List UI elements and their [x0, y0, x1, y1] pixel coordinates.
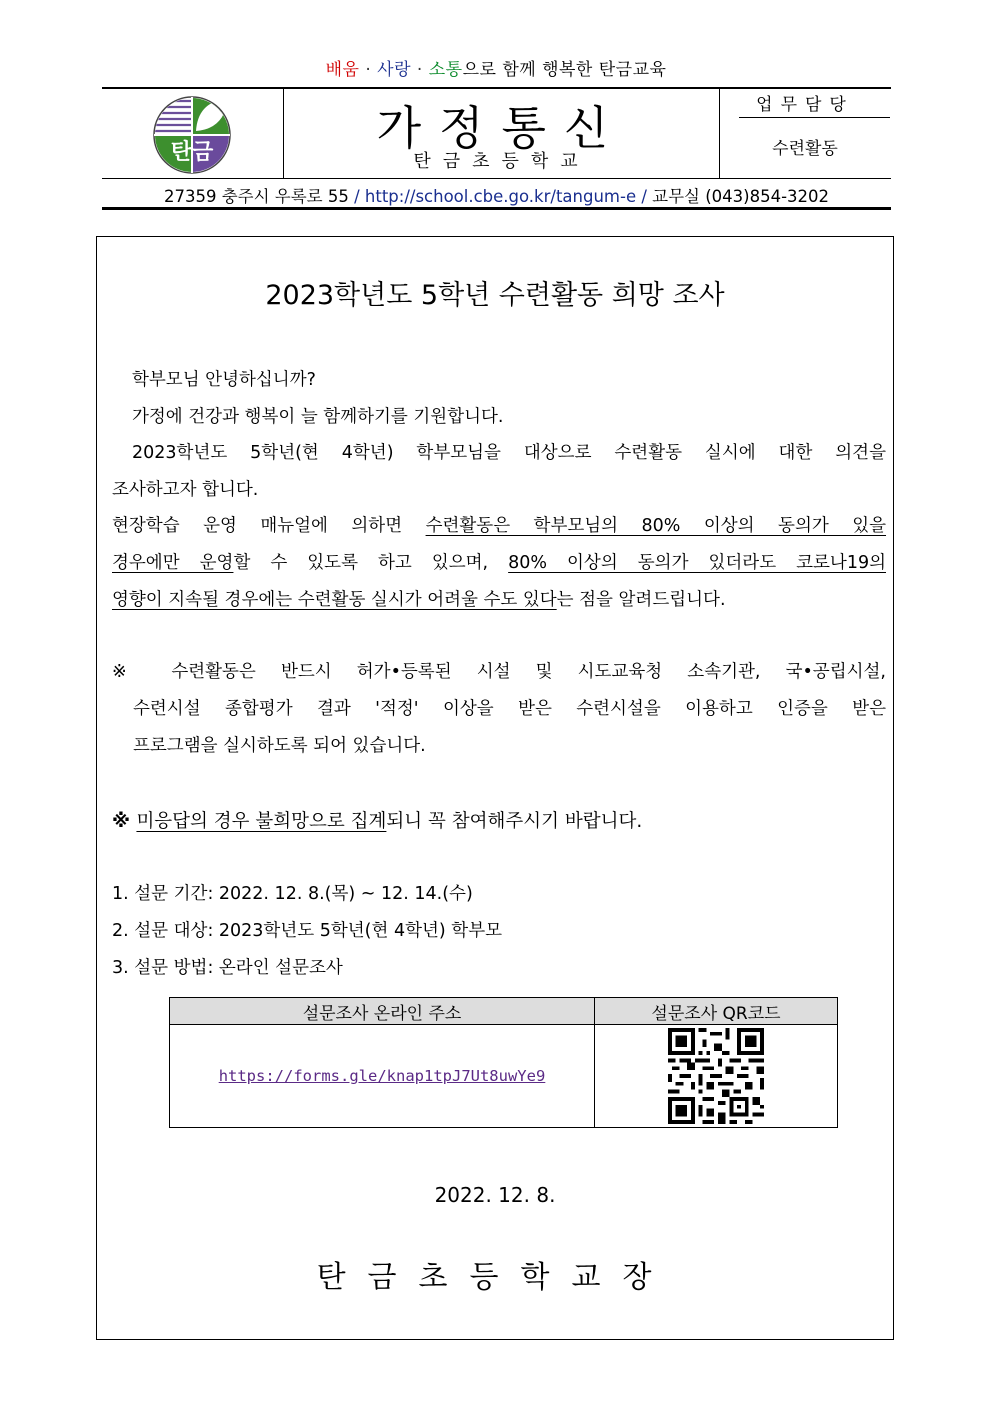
motto-word-learning: 배움	[325, 60, 360, 80]
notice-mark: ※	[112, 811, 137, 832]
address-separator: /	[354, 187, 360, 206]
newsletter-title: 가정통신	[376, 101, 627, 155]
manual-underline-2: 경우에만 운영	[112, 553, 234, 573]
address-line	[102, 183, 891, 207]
school-logo	[152, 95, 232, 175]
motto-rest: 으로 함께 행복한 탄금교육	[462, 60, 667, 80]
logo-text: 탄금	[170, 140, 214, 165]
manual-text: 할 수 있도록 하고 있으며,	[233, 553, 509, 573]
intro-line-2: 조사하고자 합니다.	[112, 480, 259, 500]
notice-underline: 미응답의 경우 불희망으로 집계	[136, 811, 387, 832]
phone: 교무실 (043)854-3202	[652, 187, 830, 206]
greeting-line-1: 학부모님 안녕하십니까?	[132, 370, 316, 390]
header-bottom-rule	[102, 207, 891, 210]
manual-paragraph-line-3	[112, 582, 886, 619]
motto-word-love: 사랑	[377, 60, 411, 80]
survey-item-method: 3. 설문 방법: 온라인 설문조사	[112, 958, 343, 978]
motto	[0, 55, 992, 80]
header-top-rule	[102, 87, 891, 89]
note-line-3: 프로그램을 실시하도록 되어 있습니다.	[133, 736, 426, 756]
address-separator: /	[641, 187, 647, 206]
note-line-2: 수련시설 종합평가 결과 '적정' 이상을 받은 수련시설을 이용하고 인증을 받은	[133, 699, 886, 719]
manual-paragraph	[112, 508, 886, 545]
motto-separator: ·	[411, 60, 429, 80]
manual-underline-4: 영향이 지속될 경우에는 수련활동 실시가 어려울 수도 있다	[112, 590, 557, 610]
manual-underline-1: 수련활동은 학부모님의 80% 이상의 동의가 있을	[425, 516, 887, 536]
notice-rest: 되니 꼭 참여해주시기 바랍니다.	[386, 811, 643, 832]
intro-line-1: 2023학년도 5학년(현 4학년) 학부모님을 대상으로 수련활동 실시에 대한 의견을	[132, 443, 886, 463]
dept-value: 수련활동	[772, 139, 838, 159]
survey-item-target: 2. 설문 대상: 2023학년도 5학년(현 4학년) 학부모	[112, 921, 503, 941]
principal-signature: 탄금초등학교장	[316, 1260, 674, 1295]
dept-label: 업무담당	[756, 95, 854, 115]
note-line-1: ※ 수련활동은 반드시 허가•등록된 시설 및 시도교육청 소속기관, 국•공립시설,	[112, 662, 886, 682]
survey-table	[169, 997, 838, 1128]
non-response-notice	[112, 803, 886, 840]
document-date: 2022. 12. 8.	[434, 1183, 556, 1207]
motto-word-communication: 소통	[428, 60, 463, 80]
greeting-line-2: 가정에 건강과 행복이 늘 함께하기를 기원합니다.	[132, 407, 504, 427]
header-address-rule	[102, 178, 891, 179]
qr-code-icon[interactable]	[668, 1028, 764, 1124]
motto-separator: ·	[359, 60, 378, 80]
manual-text: 는 점을 알려드립니다.	[556, 590, 726, 610]
manual-text: 현장학습 운영 매뉴얼에 의하면	[112, 516, 426, 536]
document-title: 2023학년도 5학년 수련활동 희망 조사	[265, 280, 725, 311]
website-link[interactable]: http://school.cbe.go.kr/tangum-e	[364, 187, 637, 206]
survey-qr-header: 설문조사 QR코드	[595, 998, 838, 1025]
school-name: 탄금초등학교	[413, 151, 590, 172]
survey-item-period: 1. 설문 기간: 2022. 12. 8.(목) ~ 12. 14.(수)	[112, 884, 473, 904]
manual-paragraph-line-2	[112, 545, 886, 582]
survey-url-link[interactable]: https://forms.gle/knap1tpJ7Ut8uwYe9	[218, 1067, 546, 1085]
address: 27359 충주시 우록로 55	[163, 187, 349, 206]
manual-underline-3: 80% 이상의 동의가 있더라도 코로나19의	[508, 553, 886, 573]
survey-url-header: 설문조사 온라인 주소	[170, 998, 595, 1025]
dept-divider	[739, 117, 890, 118]
